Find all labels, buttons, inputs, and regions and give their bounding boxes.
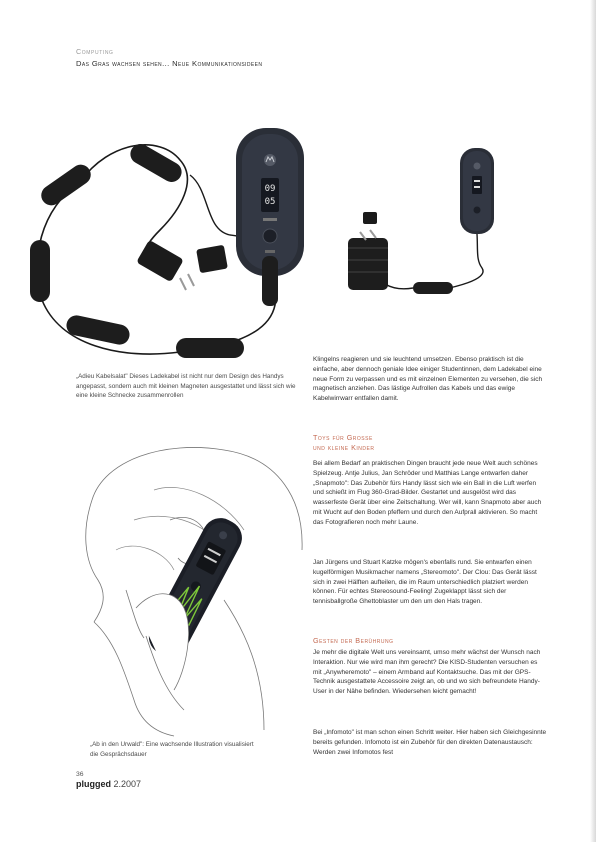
phone-time-minutes: 05 xyxy=(264,197,276,207)
subheading-gestures-wrap xyxy=(313,636,547,646)
article-block-5 xyxy=(313,728,547,757)
brand-name: plugged xyxy=(76,779,111,789)
jungle-caption xyxy=(90,740,260,759)
page-edge-shadow xyxy=(590,0,596,842)
page-number: 36 xyxy=(76,771,84,778)
article-paragraph-3: Jan Jürgens und Stuart Katzke mögen's ebenfalls rund. Sie entwarfen einen kugelförmigen Musikmacher namens „Stereomoto". Der Clou: Das Gerät lässt sich in zwei Hälften aufteilen, die im Raum unterschiedlich platziert werden können. Für echtes Stereosound-Feeling! Zugeklappt lässt sich der tennisballgroße Ghettoblaster um den um den Hals tragen. xyxy=(313,559,537,605)
jungle-caption-text: „Ab in den Urwald": Eine wachsende Illustration visualisiert die Gesprächsdauer xyxy=(90,741,254,758)
page-footer xyxy=(76,771,141,789)
subheading-toys-line-1: Toys für Grosse xyxy=(313,433,373,442)
article-block-3 xyxy=(313,558,547,607)
article-paragraph-1: Klingelns reagieren und sie leuchtend umsetzen. Ebenso praktisch ist die einfache, aber dennoch geniale Idee einiger Studentinnen, dem Ladekabel eine neue Form zu verpassen und es mit einzelnen Elementen zu versehen, die sich magnetisch anziehen. Das lästige Aufrollen das Kabels und das ewige Kabelwirrwarr entfallen damit. xyxy=(313,356,543,402)
article-paragraph-5: Bei „Infomoto" ist man schon einen Schritt weiter. Hier haben sich Gleichgesinnte bereits gefunden. Infomoto ist ein Zubehör für den direkten Datenaustausch: Werden zwei Infomotos fest xyxy=(313,729,547,756)
cable-caption-text: „Adieu Kabelsalat" Dieses Ladekabel ist nicht nur dem Design des Handys angepasst, sondern auch mit kleinen Magneten ausgestattet und lässt sich wie eine kleine Schnecke zusammenrollen xyxy=(76,373,296,400)
issue-number: 2.2007 xyxy=(113,779,142,789)
page-header xyxy=(76,47,262,68)
section-kicker: Computing xyxy=(76,47,114,56)
article-block-4 xyxy=(313,648,547,697)
jungle-illustration xyxy=(74,440,304,740)
phone-time-hours: 09 xyxy=(264,184,276,194)
subheading-toys-line-2: und kleine Kinder xyxy=(313,443,375,452)
subheading-toys xyxy=(313,433,547,453)
article-paragraph-4: Je mehr die digitale Welt uns vereinsamt, umso mehr wächst der Wunsch nach Interaktion. Nur wie wird man ihm gerecht? Die KISD-Studenten versuchen es mit „Anywheremoto" – einem Armband auf Kontaktsuche. Das mit der GPS-Technik ausgestattete Accessoire zeigt an, ob und wo sich befreundete Handy-User in der Nähe befinden. Wiedersehen leicht gemacht! xyxy=(313,649,541,695)
subheading-gestures: Gesten der Berührung xyxy=(313,636,394,645)
cable-caption xyxy=(76,372,304,401)
article-block-2 xyxy=(313,459,547,527)
article-paragraph-2: Bei allem Bedarf an praktischen Dingen braucht jede neue Welt auch schönes Spielzeug. Antje Julius, Jan Schröder und Matthias Lange entwarfen daher „Snapmoto": Das Zubehör fürs Handy lässt sich wie ein Ball in die Luft werfen und schießt im Flug 360-Grad-Bilder. Gestartet und ausgelöst wird das wasserfeste Gerät über eine Zeitschaltung. Wer will, kann Snapmoto aber auch mit Wucht auf den Boden pfeffern und durch den Aufprall aktivieren. So macht das Fotografieren noch mehr Laune. xyxy=(313,460,542,526)
magazine-brand xyxy=(76,779,141,789)
cable-phone-photo xyxy=(30,120,550,370)
section-headline: Das Gras wachsen sehen... Neue Kommunikationsideen xyxy=(76,59,263,68)
article-column xyxy=(313,355,547,404)
